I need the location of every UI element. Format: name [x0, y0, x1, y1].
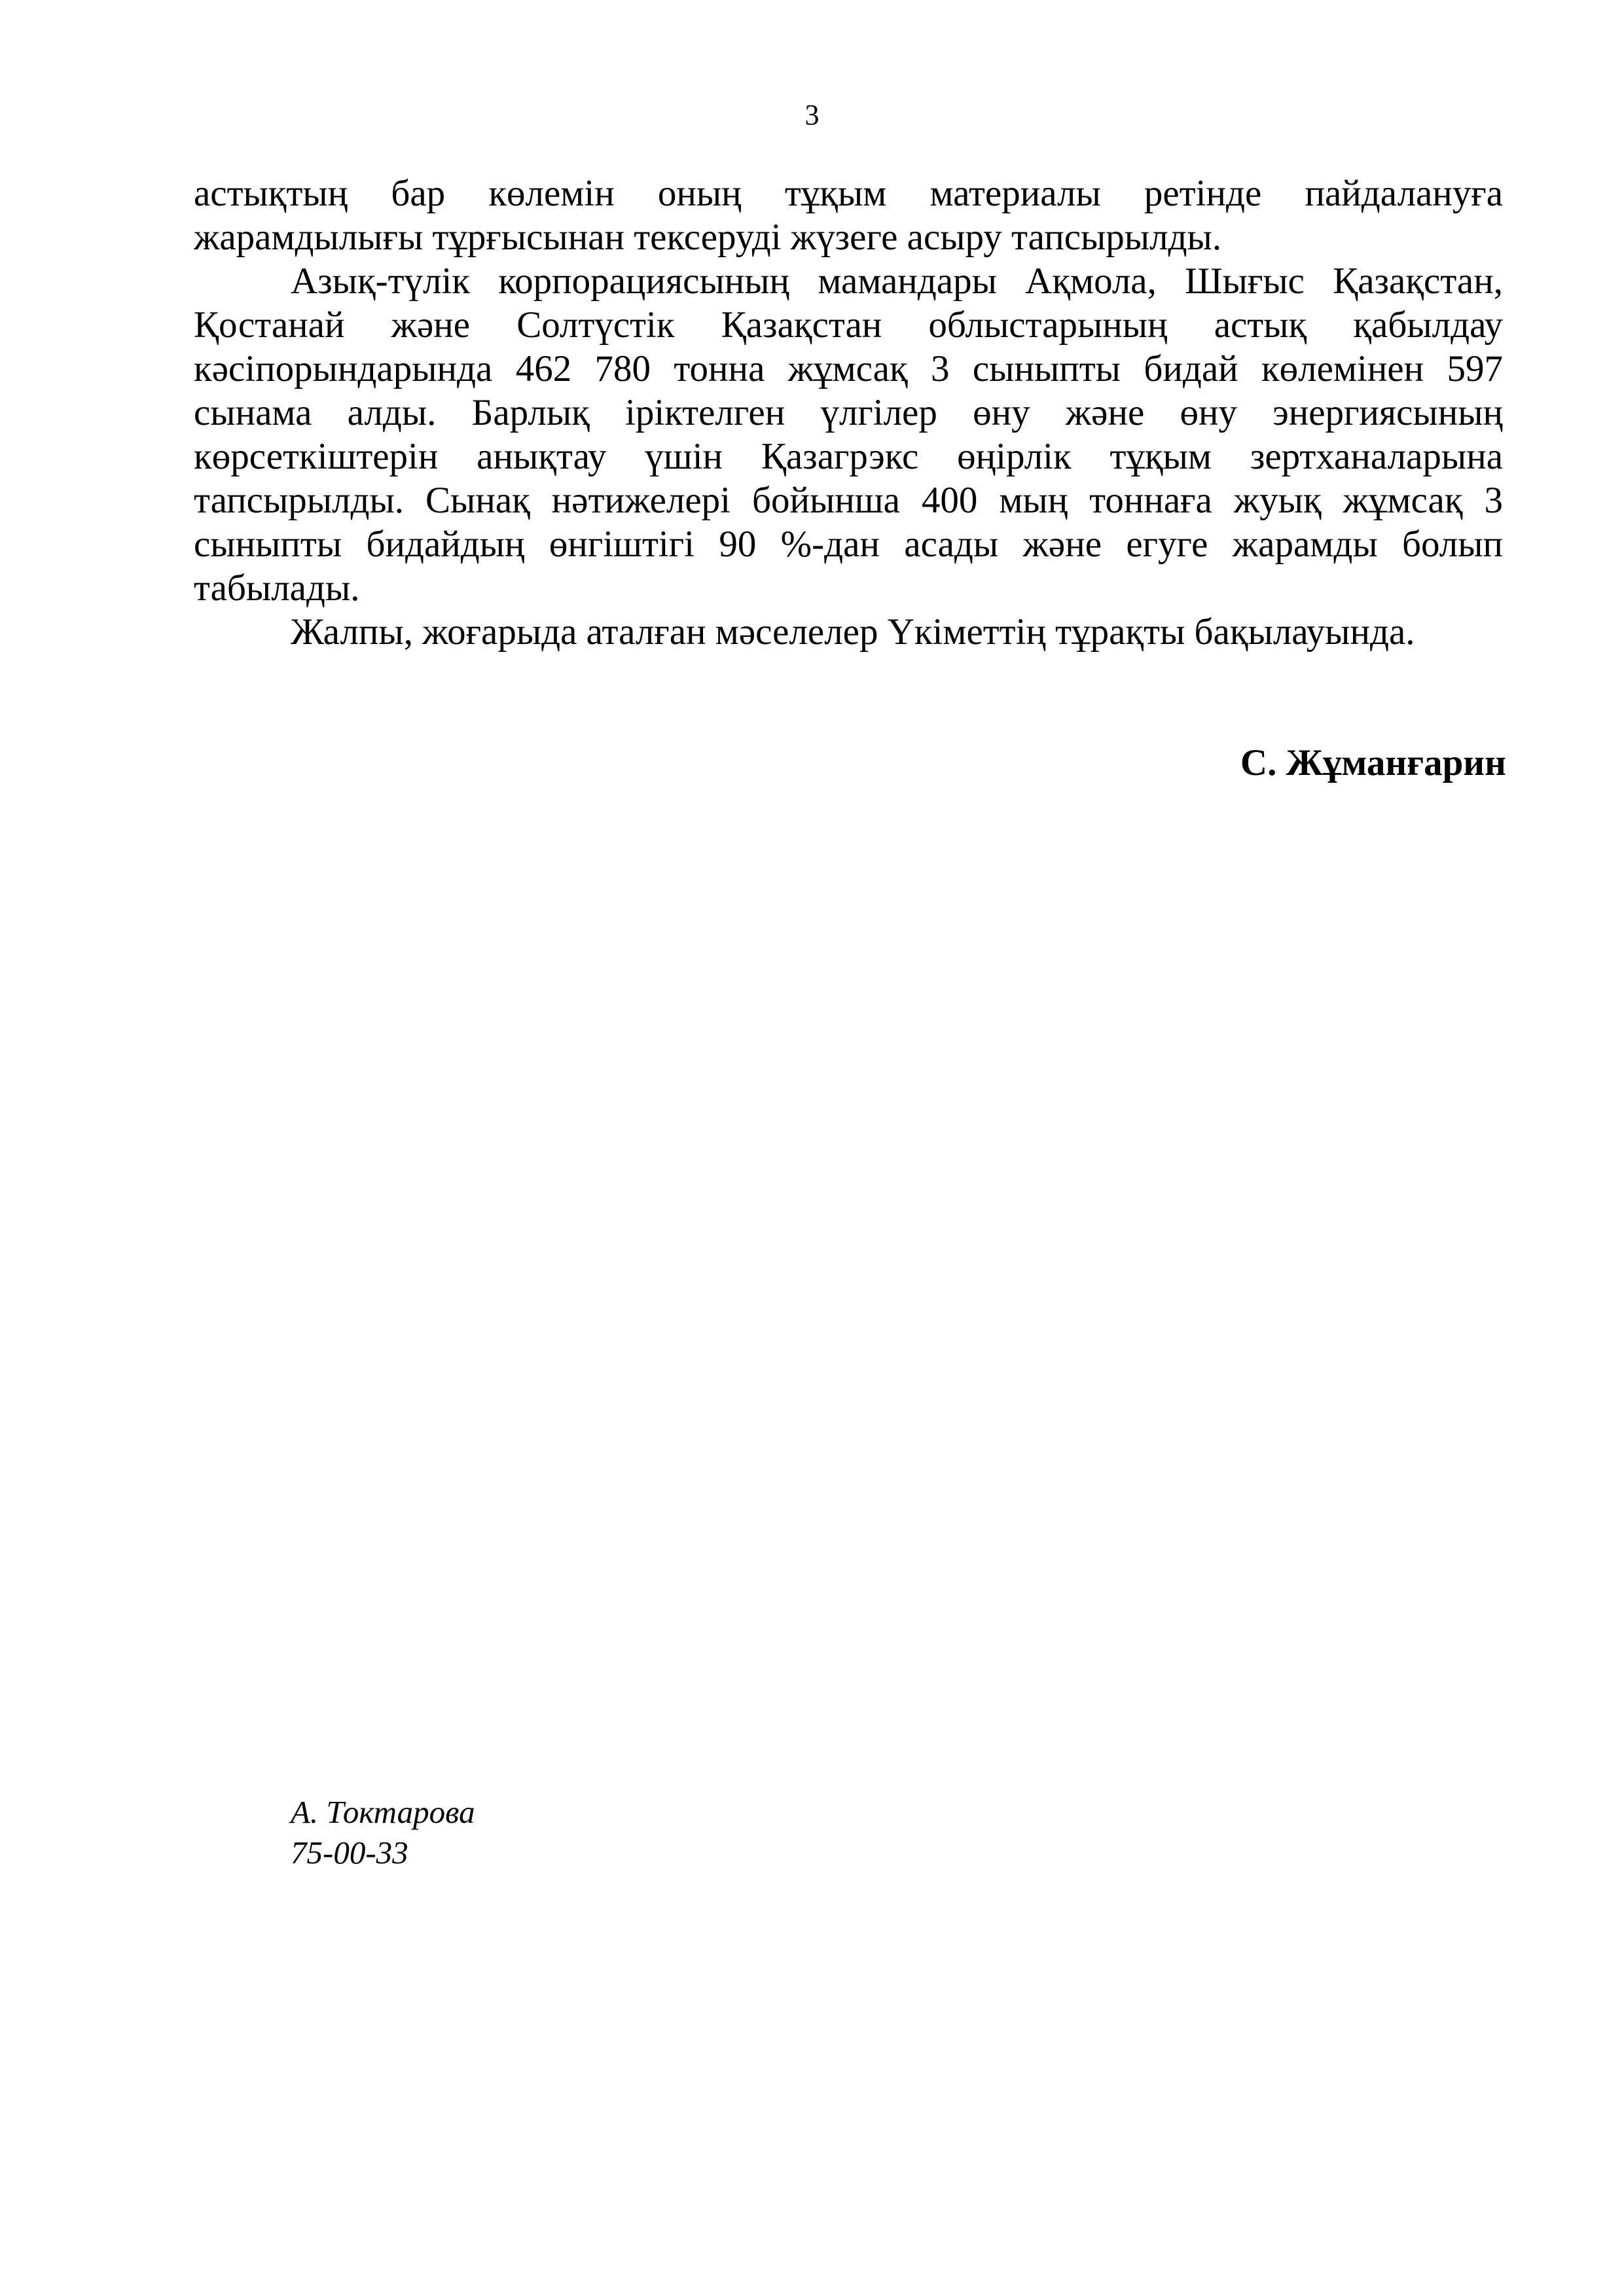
- signatory-name: С. Жұманғарин: [1240, 742, 1506, 783]
- paragraph-conclusion: Жалпы, жоғарыда аталған мәселелер Үкіметтің тұрақты бақылауында.: [291, 611, 1415, 653]
- page-number: 3: [804, 99, 820, 131]
- letter-body: [194, 171, 1503, 654]
- paragraph-continuation: астықтың бар көлемін оның тұқым материалы ретінде пайдалануға жарамдылығы тұрғысынан тексеруді жүзеге асыру тапсырылды.: [194, 173, 1503, 258]
- paragraph-sampling-results: Азық-түлік корпорациясының мамандары Ақмола, Шығыс Қазақстан, Қостанай және Солтүстік Қазақстан облыстарының астық қабылдау кәсіпорындарында 462 780 тонна жұмсақ 3 сыныпты бидай көлемінен 597 сынама алды. Барлық іріктелген үлгілер өну және өну энергиясының көрсеткіштерін анықтау үшін Қазагрэкс өңірлік тұқым зертханаларына тапсырылды. Сынақ нәтижелері бойынша 400 мың тоннаға жуық жұмсақ 3 сыныпты бидайдың өнгіштігі 90 %-дан асады және егуге жарамды болып табылады.: [194, 260, 1503, 609]
- executor-name: А. Токтарова: [291, 1794, 475, 1830]
- executor-phone: 75-00-33: [291, 1835, 408, 1871]
- executor-block: [291, 1792, 475, 1873]
